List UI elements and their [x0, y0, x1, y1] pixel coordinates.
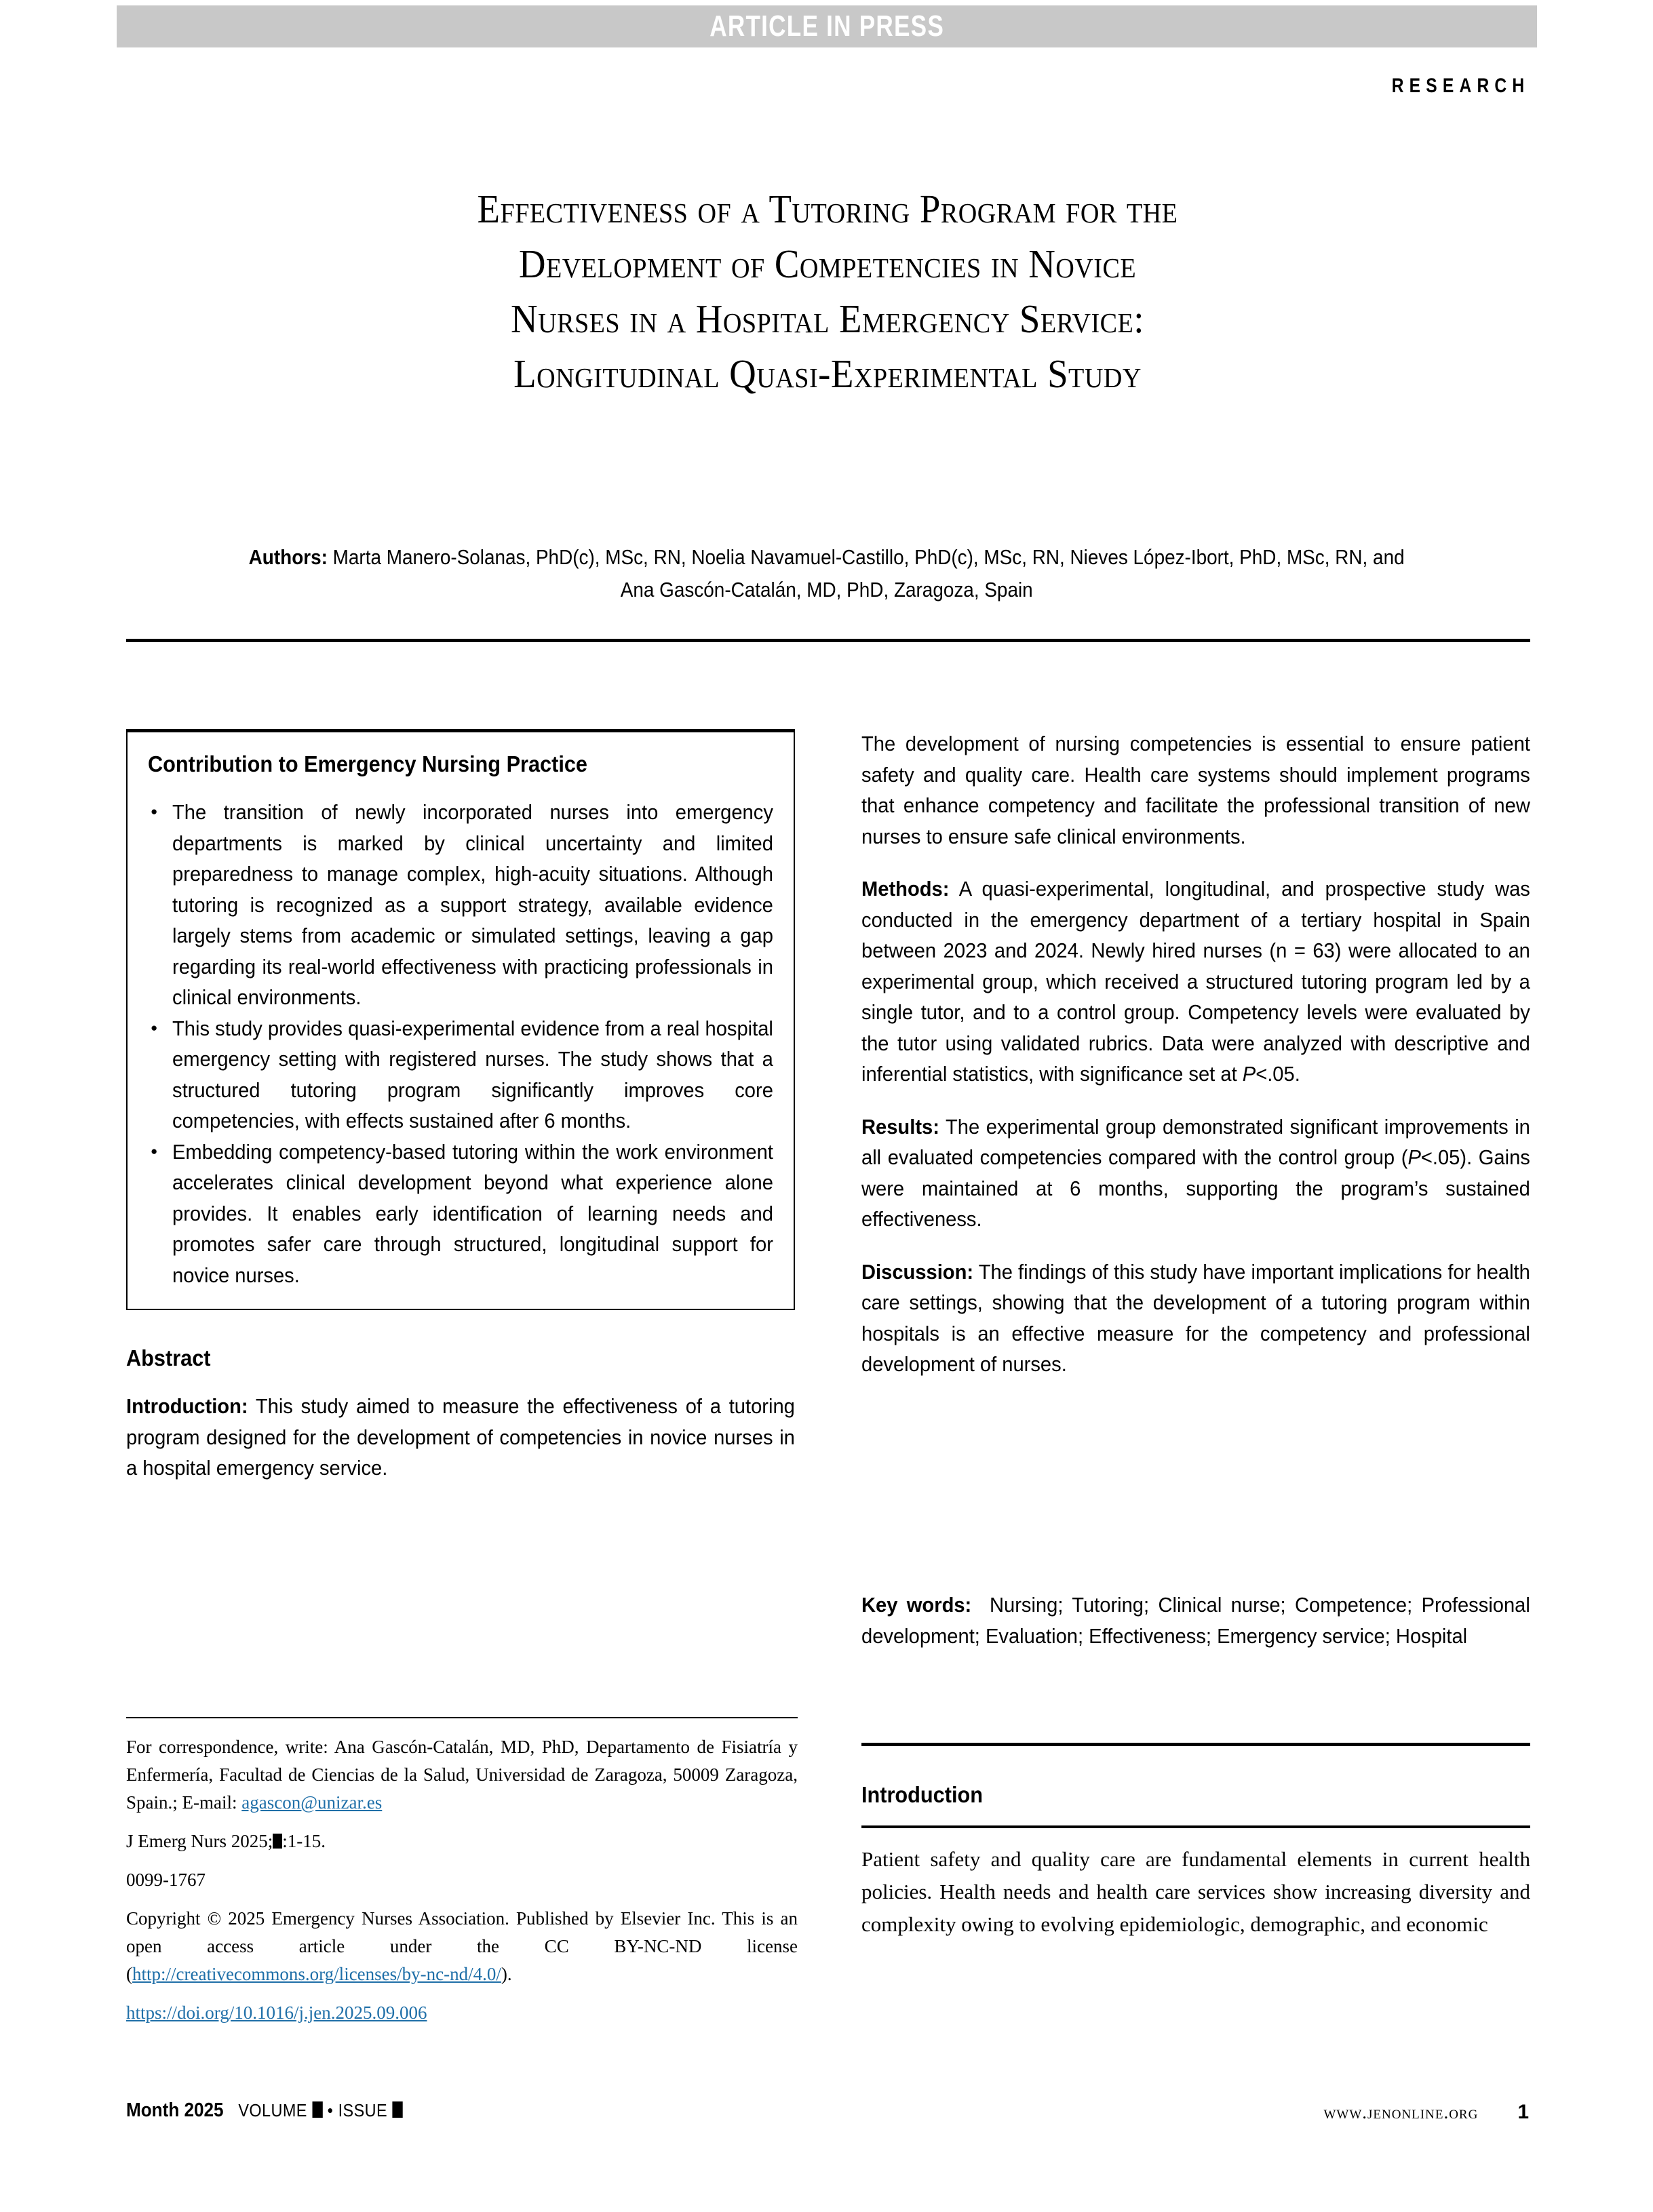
- authors-label: Authors:: [249, 545, 328, 569]
- header-divider-rule: [126, 639, 1530, 642]
- citation-prefix: J Emerg Nurs 2025;: [126, 1831, 273, 1851]
- abstract-lead-text: The development of nursing competencies is essential to ensure patient safety and quality care. Health care systems should implement programs that enhance competency and facilitate the professional transition of new nurses to ensure safe clinical environments.: [861, 732, 1530, 848]
- footer-separator: •: [327, 2100, 334, 2120]
- abstract-results-paragraph: [861, 1112, 1530, 1236]
- citation-line: [126, 1828, 798, 1855]
- doi-line: [126, 1999, 798, 2027]
- authors-line-2: [117, 574, 1537, 606]
- footer-page-number: 1: [1517, 2101, 1530, 2123]
- title-line-1: Effectiveness of a Tutoring Program for the: [477, 186, 1178, 231]
- abstract-lead-paragraph: [861, 729, 1530, 852]
- introduction-paragraph: Patient safety and quality care are fundamental elements in current health policies. Health needs and health care services show increasing diversity and complexity owing to evolving epidemiologic, demographic, and economic: [861, 1847, 1530, 1936]
- issn-line: 0099-1767: [126, 1870, 206, 1890]
- authors-line-1: [117, 541, 1537, 574]
- footnote-divider-rule: [126, 1717, 798, 1718]
- footer-issue-label: ISSUE: [338, 2100, 388, 2120]
- volume-placeholder-box-icon: [312, 2101, 322, 2118]
- contribution-bullet-2: This study provides quasi-experimental evidence from a real hospital emergency setting with registered nurses. The study shows that a structured tutoring program significantly improves core competencies, with effects sustained after 6 months.: [172, 1016, 773, 1132]
- abstract-results-text-b: <.05). Gains were maintained at 6 months, supporting the program’s sustained effectiveness.: [861, 1146, 1530, 1231]
- keywords-text: Nursing; Tutoring; Clinical nurse; Competence; Professional development; Evaluation; Effectiveness; Emergency service; Hospital: [861, 1594, 1530, 1648]
- copyright-text-b: ).: [501, 1964, 512, 1984]
- contribution-bullet-1: The transition of newly incorporated nurses into emergency departments is marked by clinical uncertainty and limited preparedness to manage complex, high-acuity situations. Although tutoring is recognized as a support strategy, available evidence largely stems from academic or simulated settings, leaving a gap regarding its real-world effectiveness with practicing professionals in clinical environments.: [172, 801, 773, 1009]
- footer-website: www.jenonline.org: [1323, 2102, 1479, 2122]
- copyright-text-a: Copyright © 2025 Emergency Nurses Association. Published by Elsevier Inc. This is an open access article under the CC BY-NC-ND license (: [126, 1908, 798, 1984]
- authors-block: [117, 541, 1537, 606]
- abstract-discussion-text: The findings of this study have important implications for health care settings, showing that the development of a tutoring program within hospitals is an effective measure for the competency and professional development of nurses.: [861, 1260, 1530, 1376]
- volume-placeholder-box-icon: [273, 1834, 282, 1849]
- keywords-block: [861, 1590, 1530, 1652]
- article-in-press-label: ARTICLE IN PRESS: [709, 9, 944, 43]
- abstract-introduction-text: This study aimed to measure the effectiveness of a tutoring program designed for the development of competencies in novice nurses in a hospital emergency service.: [126, 1395, 795, 1480]
- abstract-methods-paragraph: [861, 874, 1530, 1090]
- page-title: [190, 182, 1465, 401]
- page-footer-right: [1323, 2101, 1530, 2124]
- title-line-3: Nurses in a Hospital Emergency Service:: [510, 296, 1144, 341]
- list-item: [148, 1014, 773, 1137]
- doi-link[interactable]: https://doi.org/10.1016/j.jen.2025.09.006: [126, 2002, 427, 2023]
- left-column: [126, 729, 795, 1484]
- correspondence-note: [126, 1733, 798, 1817]
- page-footer-left: [126, 2099, 403, 2122]
- section-kicker-research: RESEARCH: [1391, 75, 1530, 97]
- abstract-introduction-paragraph: [126, 1391, 795, 1484]
- citation-suffix: :1-15.: [282, 1831, 326, 1851]
- contribution-bullet-list: [148, 797, 773, 1291]
- abstract-methods-text-a: A quasi-experimental, longitudinal, and prospective study was conducted in the emergency department of a tertiary hospital in Spain between 2023 and 2024. Newly hired nurses (n = 63) were allocated to an experimental group, which received a structured tutoring program led by a single tutor, and to a control group. Competency levels were evaluated by the tutor using validated rubrics. Data were analyzed with descriptive and inferential statistics, with significance set at: [861, 877, 1530, 1086]
- abstract-results-label: Results:: [861, 1115, 939, 1139]
- correspondence-text: For correspondence, write: Ana Gascón-Catalán, MD, PhD, Departamento de Fisiatría y Enfermería, Facultad de Ciencias de la Salud, Universidad de Zaragoza, 50009 Zaragoza, Spain.; E-mail:: [126, 1737, 798, 1813]
- right-column: [861, 729, 1530, 1402]
- authors-names-line-1: Marta Manero-Solanas, PhD(c), MSc, RN, Noelia Navamuel-Castillo, PhD(c), MSc, RN, Nieves López-Ibort, PhD, MSc, RN, and: [333, 545, 1405, 569]
- correspondence-email-link[interactable]: agascon@unizar.es: [241, 1792, 383, 1813]
- footnote-block: [126, 1733, 798, 2038]
- title-line-2: Development of Competencies in Novice: [518, 241, 1137, 286]
- footer-month-year: Month 2025: [126, 2099, 224, 2121]
- abstract-discussion-label: Discussion:: [861, 1260, 974, 1284]
- keywords-label: Key words:: [861, 1594, 972, 1617]
- title-line-4: Longitudinal Quasi-Experimental Study: [513, 351, 1142, 396]
- contribution-box: [126, 729, 795, 1310]
- list-item: [148, 1137, 773, 1292]
- license-link[interactable]: http://creativecommons.org/licenses/by-nc-nd/4.0/: [132, 1964, 501, 1984]
- list-item: [148, 797, 773, 1014]
- article-in-press-banner: [117, 5, 1537, 47]
- contribution-box-heading: Contribution to Emergency Nursing Practice: [148, 751, 588, 776]
- authors-names-line-2: Ana Gascón-Catalán, MD, PhD, Zaragoza, Spain: [621, 578, 1033, 601]
- abstract-results-p-symbol: P: [1407, 1146, 1421, 1169]
- abstract-heading: Abstract: [126, 1345, 211, 1370]
- abstract-discussion-paragraph: [861, 1257, 1530, 1381]
- introduction-heading: Introduction: [861, 1782, 983, 1807]
- abstract-introduction-label: Introduction:: [126, 1395, 248, 1418]
- abstract-methods-label: Methods:: [861, 877, 950, 901]
- abstract-methods-text-b: <.05.: [1256, 1063, 1300, 1086]
- issue-placeholder-box-icon: [392, 2101, 402, 2118]
- copyright-note: [126, 1905, 798, 1988]
- introduction-bottom-rule: [861, 1825, 1530, 1828]
- footer-volume-label: VOLUME: [238, 2100, 307, 2120]
- contribution-bullet-3: Embedding competency-based tutoring within the work environment accelerates clinical development beyond what experience alone provides. It enables early identification of learning needs and promotes safer care through structured, longitudinal support for novice nurses.: [172, 1140, 773, 1287]
- abstract-methods-p-symbol: P: [1242, 1063, 1256, 1086]
- abstract-results-text-a: The experimental group demonstrated significant improvements in all evaluated competencies compared with the control group (: [861, 1115, 1530, 1169]
- introduction-top-rule: [861, 1743, 1530, 1746]
